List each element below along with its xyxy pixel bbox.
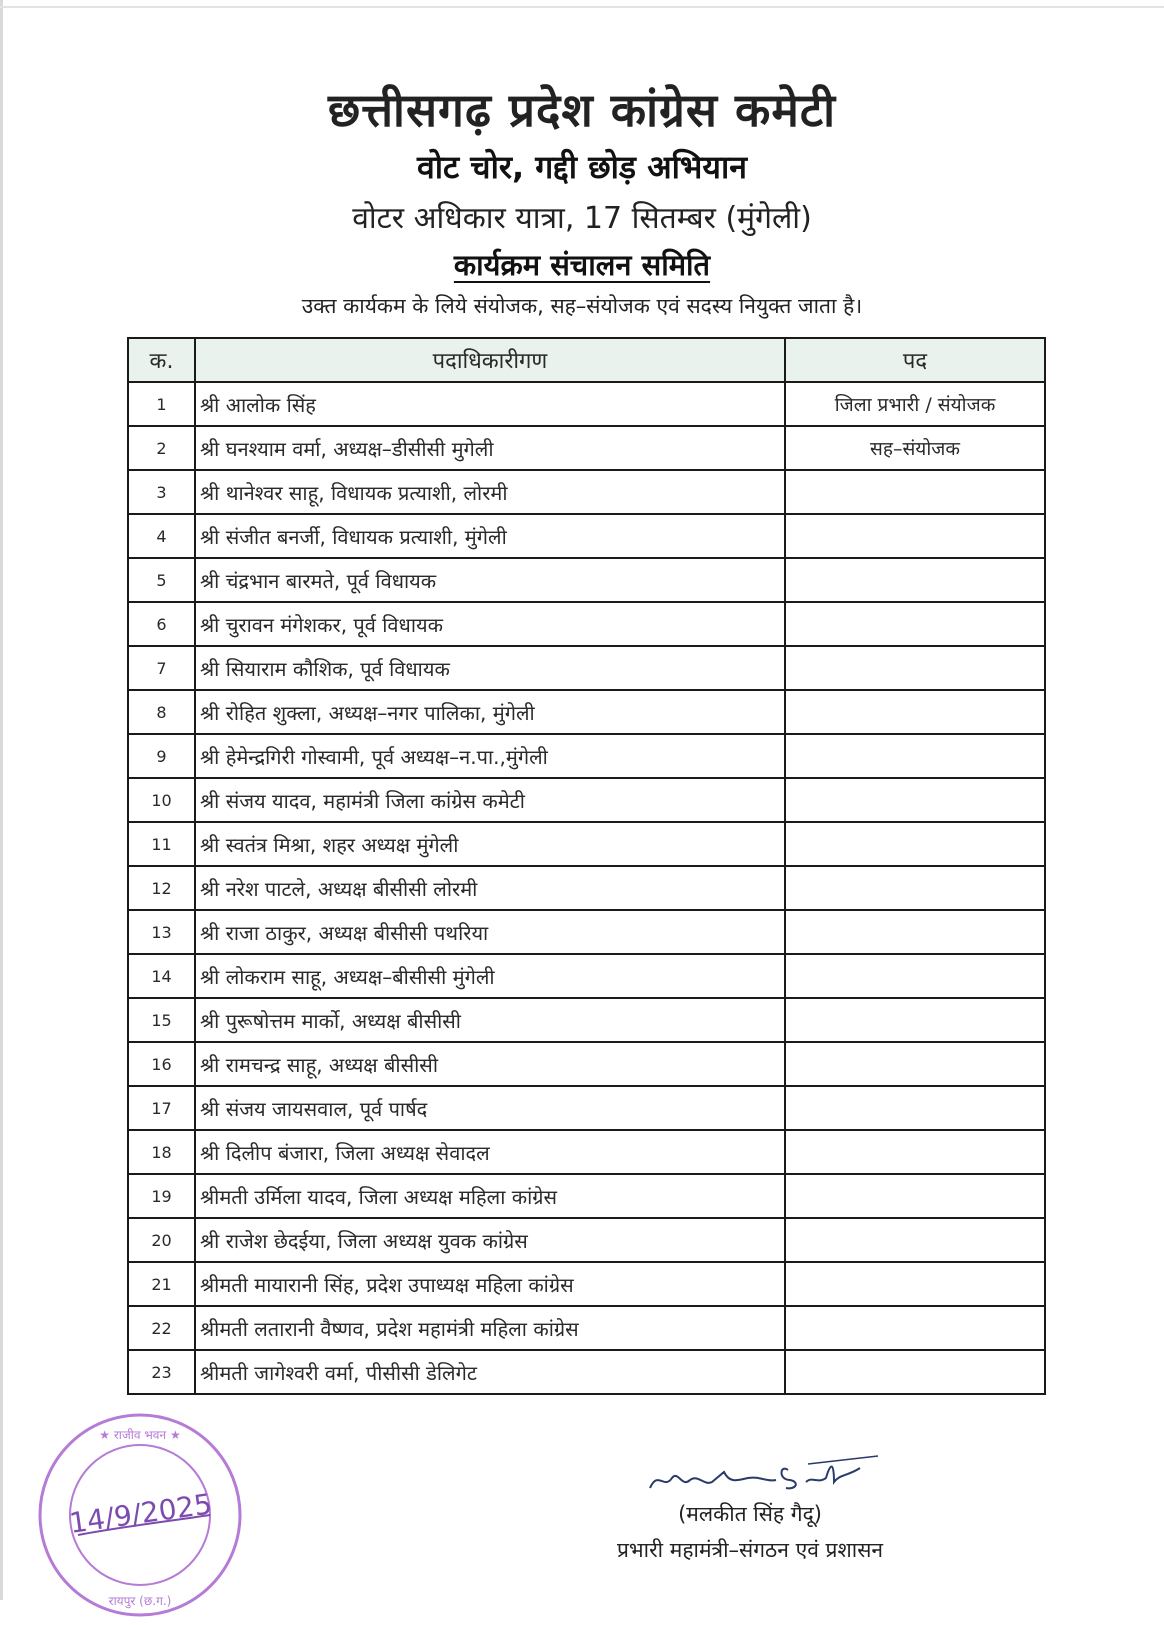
official-name: श्रीमती उर्मिला यादव, जिला अध्यक्ष महिला कांग्रेस [195, 1174, 785, 1218]
row-number: 9 [128, 734, 195, 778]
official-post [785, 998, 1045, 1042]
official-name: श्री दिलीप बंजारा, जिला अध्यक्ष सेवादल [195, 1130, 785, 1174]
row-number: 15 [128, 998, 195, 1042]
official-name: श्री पुरूषोत्तम मार्को, अध्यक्ष बीसीसी [195, 998, 785, 1042]
official-post [785, 1086, 1045, 1130]
row-number: 13 [128, 910, 195, 954]
official-post [785, 910, 1045, 954]
official-post [785, 866, 1045, 910]
row-number: 21 [128, 1262, 195, 1306]
official-name: श्री लोकराम साहू, अध्यक्ष–बीसीसी मुंगेली [195, 954, 785, 998]
header-officials: पदाधिकारीगण [195, 338, 785, 382]
table-row [128, 1350, 1045, 1394]
row-number: 10 [128, 778, 195, 822]
table-row [128, 602, 1045, 646]
handwritten-signature [620, 1450, 880, 1496]
official-post [785, 558, 1045, 602]
table-row [128, 470, 1045, 514]
official-post [785, 1130, 1045, 1174]
intro-text: उक्त कार्यकम के लिये संयोजक, सह–संयोजक एवं सदस्य नियुक्त जाता है। [301, 294, 863, 318]
table-row [128, 426, 1045, 470]
table-row [128, 778, 1045, 822]
official-post [785, 690, 1045, 734]
table-row [128, 558, 1045, 602]
official-name: श्री रामचन्द्र साहू, अध्यक्ष बीसीसी [195, 1042, 785, 1086]
official-name: श्री राजा ठाकुर, अध्यक्ष बीसीसी पथरिया [195, 910, 785, 954]
official-name: श्रीमती मायारानी सिंह, प्रदेश उपाध्यक्ष महिला कांग्रेस [195, 1262, 785, 1306]
official-name: श्री नरेश पाटले, अध्यक्ष बीसीसी लोरमी [195, 866, 785, 910]
row-number: 16 [128, 1042, 195, 1086]
row-number: 6 [128, 602, 195, 646]
table-row [128, 998, 1045, 1042]
row-number: 18 [128, 1130, 195, 1174]
row-number: 14 [128, 954, 195, 998]
table-row [128, 690, 1045, 734]
row-number: 11 [128, 822, 195, 866]
official-name: श्री संजय यादव, महामंत्री जिला कांग्रेस कमेटी [195, 778, 785, 822]
table-row [128, 646, 1045, 690]
signature-block [540, 1450, 960, 1564]
official-name: श्री घनश्याम वर्मा, अध्यक्ष–डीसीसी मुगेली [195, 426, 785, 470]
row-number: 20 [128, 1218, 195, 1262]
official-post [785, 778, 1045, 822]
table-row [128, 1306, 1045, 1350]
office-seal-stamp [30, 1405, 250, 1625]
table-row [128, 1086, 1045, 1130]
official-post [785, 1218, 1045, 1262]
official-name: श्री राजेश छेदईया, जिला अध्यक्ष युवक कांग्रेस [195, 1218, 785, 1262]
svg-text:★ राजीव भवन ★: ★ राजीव भवन ★ [99, 1428, 181, 1442]
campaign-title: वोट चोर, गद्दी छोड़ अभियान [416, 148, 748, 186]
scan-edge-top [0, 6, 1164, 8]
row-number: 5 [128, 558, 195, 602]
official-post [785, 1262, 1045, 1306]
official-name: श्री हेमेन्द्रगिरी गोस्वामी, पूर्व अध्यक्ष–न.पा.,मुंगेली [195, 734, 785, 778]
svg-text:रायपुर (छ.ग.): रायपुर (छ.ग.) [108, 1594, 172, 1608]
official-post [785, 646, 1045, 690]
official-name: श्री सियाराम कौशिक, पूर्व विधायक [195, 646, 785, 690]
official-name: श्री संजीत बनर्जी, विधायक प्रत्याशी, मुंगेली [195, 514, 785, 558]
table-row [128, 734, 1045, 778]
official-name: श्री थानेश्वर साहू, विधायक प्रत्याशी, लोरमी [195, 470, 785, 514]
official-post [785, 734, 1045, 778]
official-post [785, 954, 1045, 998]
table-header-row [128, 338, 1045, 382]
table-row [128, 514, 1045, 558]
row-number: 23 [128, 1350, 195, 1394]
official-post [785, 1350, 1045, 1394]
table-row [128, 910, 1045, 954]
official-name: श्री स्वतंत्र मिश्रा, शहर अध्यक्ष मुंगेली [195, 822, 785, 866]
table-row [128, 1130, 1045, 1174]
row-number: 3 [128, 470, 195, 514]
table-row [128, 866, 1045, 910]
organization-title: छत्तीसगढ़ प्रदेश कांग्रेस कमेटी [328, 83, 836, 137]
roster-table [127, 337, 1046, 1395]
row-number: 22 [128, 1306, 195, 1350]
table-row [128, 382, 1045, 426]
official-name: श्रीमती जागेश्वरी वर्मा, पीसीसी डेलिगेट [195, 1350, 785, 1394]
official-name: श्री आलोक सिंह [195, 382, 785, 426]
row-number: 8 [128, 690, 195, 734]
official-name: श्री चुरावन मंगेशकर, पूर्व विधायक [195, 602, 785, 646]
stamp-date: 14/9/2025 [67, 1487, 215, 1540]
table-row [128, 1262, 1045, 1306]
row-number: 1 [128, 382, 195, 426]
header-serial: क. [128, 338, 195, 382]
committee-title [0, 245, 1164, 284]
table-row [128, 822, 1045, 866]
official-post: सह–संयोजक [785, 426, 1045, 470]
official-post [785, 822, 1045, 866]
row-number: 19 [128, 1174, 195, 1218]
table-row [128, 954, 1045, 998]
table-row [128, 1218, 1045, 1262]
table-row [128, 1042, 1045, 1086]
committee-title-text: कार्यक्रम संचालन समिति [453, 248, 711, 282]
official-post [785, 514, 1045, 558]
signatory-name: (मलकीत सिंह गैदू) [678, 1502, 822, 1526]
official-name: श्रीमती लतारानी वैष्णव, प्रदेश महामंत्री महिला कांग्रेस [195, 1306, 785, 1350]
row-number: 17 [128, 1086, 195, 1130]
official-name: श्री चंद्रभान बारमते, पूर्व विधायक [195, 558, 785, 602]
official-post [785, 1306, 1045, 1350]
official-post [785, 470, 1045, 514]
official-post [785, 1174, 1045, 1218]
header-post: पद [785, 338, 1045, 382]
row-number: 4 [128, 514, 195, 558]
roster-body [128, 382, 1045, 1394]
official-post [785, 1042, 1045, 1086]
event-title: वोटर अधिकार यात्रा, 17 सितम्बर (मुंगेली) [352, 201, 812, 236]
row-number: 2 [128, 426, 195, 470]
row-number: 7 [128, 646, 195, 690]
scan-edge [0, 0, 3, 1600]
table-row [128, 1174, 1045, 1218]
signatory-title: प्रभारी महामंत्री–संगठन एवं प्रशासन [616, 1538, 884, 1562]
official-post: जिला प्रभारी / संयोजक [785, 382, 1045, 426]
row-number: 12 [128, 866, 195, 910]
official-post [785, 602, 1045, 646]
official-name: श्री संजय जायसवाल, पूर्व पार्षद [195, 1086, 785, 1130]
official-name: श्री रोहित शुक्ला, अध्यक्ष–नगर पालिका, मुंगेली [195, 690, 785, 734]
